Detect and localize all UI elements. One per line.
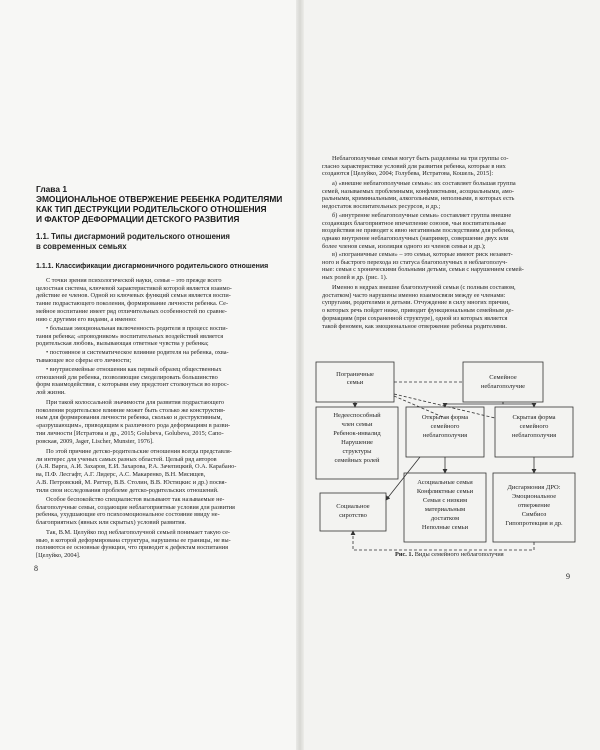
diagram-label: Эмоциональное bbox=[511, 493, 557, 500]
text-line: родительская любовь, вызывающая ответные чувства у ребенка; bbox=[36, 340, 209, 348]
diagram-label: семьи bbox=[346, 379, 364, 386]
diagram-label: Социальное bbox=[336, 503, 370, 510]
text-line: лой жизни. bbox=[36, 389, 66, 397]
text-line: А.В. Петровский, М. Раттер, В.В. Столин, В.В. Юстицкис и др.) посвя- bbox=[36, 478, 227, 486]
diagram-label: Гипопротекция и др. bbox=[505, 520, 563, 527]
text-line: ли интерес для ученых самых разных областей. Целый ряд авторов bbox=[36, 455, 217, 463]
chapter-line: КАК ТИП ДЕСТРУКЦИИ РОДИТЕЛЬСКОГО ОТНОШЕНИЯ bbox=[36, 204, 267, 214]
text-line: более членов семьи, изоляция одного из членов семьи и др.); bbox=[322, 242, 486, 250]
text-line: о которых речь пойдет ниже, приводит функциональным семейным де- bbox=[322, 307, 514, 315]
arrow-trouble-open bbox=[445, 402, 503, 407]
text-line: недостаток воспитательных ресурсов, и др.; bbox=[322, 203, 441, 211]
text-line: ные: семьи с хроническими больными детьми, семьи с нарушением семей- bbox=[322, 266, 524, 274]
diagram-label: Неполные семьи bbox=[421, 524, 469, 531]
text-line: тили свои исследования проблеме детско-родительских отношений. bbox=[36, 486, 219, 494]
text-line: • постоянное и систематическое влияние родителя на ребенка, охва- bbox=[46, 349, 229, 356]
chapter-line: ЭМОЦИОНАЛЬНОЕ ОТВЕРЖЕНИЕ РЕБЕНКА РОДИТЕЛЯМИ bbox=[36, 194, 283, 204]
text-line: ральными, криминальными, алкогольными, неполными, в которых есть bbox=[322, 195, 515, 203]
text-line: действие ее членов. Одной из ключевых функций семьи является воспи- bbox=[36, 292, 231, 300]
text-line: полняются ее основные функции, что приводит к дефектам воспитания bbox=[36, 544, 229, 552]
text-line: в) «пограничные семьи» – это семьи, которые имеют риск незамет- bbox=[332, 251, 513, 258]
page-number-right: 9 bbox=[566, 572, 570, 581]
text-line: ных ролей и др. (рис. 1). bbox=[322, 274, 388, 282]
caption-label: Рис. 1. bbox=[395, 551, 414, 558]
section-line: в современных семьях bbox=[36, 241, 127, 251]
diagram-label: семейного bbox=[519, 423, 549, 430]
figure-caption bbox=[395, 551, 504, 558]
text-line: создаются [Целуйко, 2004; Голубева, Истратова, Кошель, 2015]: bbox=[322, 170, 494, 178]
text-line: форм взаимодействия, с которыми ему предстоит столкнуться во взрос- bbox=[36, 381, 229, 389]
diagram-label: Семейное bbox=[489, 374, 517, 381]
diagram-label: Асоциальные семьи bbox=[417, 479, 473, 486]
text-line: такой феномен, как эмоциональное отвержение ребенка родителями. bbox=[322, 322, 507, 330]
text-line: По этой причине детско-родительские отношения всегда представля- bbox=[46, 448, 232, 455]
text-line: • большая эмоциональная включенность родителя в процесс воспи- bbox=[46, 325, 228, 332]
text-line: тии личности [Истратова и др., 2015; Golubeva, Golubeva, 2015; Сапо- bbox=[36, 429, 224, 437]
arrow-trouble-hidden bbox=[503, 402, 534, 407]
text-line: создающих благоприятное впечатление союзов, чьи воспитательные bbox=[322, 219, 506, 227]
text-line: «разрушающим», приводящим к различного рода деформациям в разви- bbox=[36, 422, 231, 430]
text-line: ного и быстрого перехода из статуса благополучных в неблагополуч- bbox=[322, 258, 508, 266]
box-family-trouble bbox=[463, 362, 543, 402]
diagram-label: неблагополучия bbox=[422, 432, 468, 439]
page-number-left: 8 bbox=[34, 564, 38, 573]
text-line: целостная система, ключевой характеристикой которой является взаимо- bbox=[36, 284, 232, 292]
diagram-label: неблагополучия bbox=[511, 432, 557, 439]
text-line: а) «внешне неблагополучные семьи»: их составляет большая группа bbox=[332, 180, 516, 187]
text-line: ным для формирования личности ребенка, сколько и деструктивным, bbox=[36, 414, 223, 422]
diagram-label: неблагополучие bbox=[480, 383, 526, 390]
text-line: тания ребенка; «проводником» воспитательных воздействий является bbox=[36, 332, 224, 340]
text-line: Особое беспокойство специалистов вызывают так называемые не- bbox=[46, 496, 225, 503]
text-line: Неблагополучные семьи могут быть разделены на три группы со- bbox=[332, 155, 509, 162]
text-line: семей, называемых проблемными, конфликтными, асоциальными, амо- bbox=[322, 187, 514, 195]
text-line: тывающее все сферы его личности; bbox=[36, 356, 132, 364]
text-line: благополучные семьи, создающие неблагоприятные условия для развития bbox=[36, 503, 235, 511]
text-line: отношений для ребенка, позволяющие смоделировать большинство bbox=[36, 373, 218, 381]
diagram-label: Симбиоз bbox=[521, 511, 547, 518]
text-line: При такой колоссальной значимости для развития подрастающего bbox=[46, 399, 225, 406]
section-line: 1.1. Типы дисгармоний родительского отношения bbox=[36, 232, 230, 241]
diagram-label: семейных ролей bbox=[334, 457, 380, 464]
diagram-label: семейного bbox=[430, 423, 460, 430]
text-line: [Целуйко, 2004]. bbox=[36, 552, 81, 560]
diagram-label: член семьи bbox=[341, 421, 373, 428]
text-line: ва, П.Ф. Лесгафт, А.Г. Лидерс, А.С. Макаренко, В.Н. Мясищев, bbox=[36, 471, 206, 479]
text-line: достатком) часто нарушены именно взаимосвязи между ее членами: bbox=[322, 291, 506, 299]
arrow-return-dashed bbox=[353, 531, 534, 550]
diagram-label: Семьи с низким bbox=[422, 497, 468, 504]
chapter-line: Глава 1 bbox=[36, 184, 67, 194]
text-line: Так, В.М. Целуйко под неблагополучной семьей понимает такую се- bbox=[46, 529, 231, 536]
text-line: мейное воспитание имеет ряд отличительных особенностей по сравне- bbox=[36, 307, 227, 315]
diagram-label: Недееспособный bbox=[333, 412, 381, 419]
diagram-label: структуры bbox=[342, 448, 372, 455]
subsection-heading: 1.1.1. Классификации дисгармоничного родительского отношения bbox=[36, 263, 269, 270]
text-line: поколения родительское влияние может быть столько же конструктив- bbox=[36, 406, 226, 414]
diagram-label: Нарушение bbox=[341, 439, 373, 446]
diagram-label: Открытая форма bbox=[421, 414, 469, 421]
text-line: благоприятных (явных или скрытых) условий развития. bbox=[36, 519, 187, 527]
text-line: однако внутренне неблагополучных (например, совершение двух или bbox=[322, 235, 509, 243]
text-line: б) «внутренне неблагополучные семьи» составляет группа внешне bbox=[332, 212, 512, 219]
text-line: С точки зрения психологической науки, семья – это прежде всего bbox=[46, 277, 222, 284]
text-line: • внутрисемейные отношения как первый образец общественных bbox=[46, 366, 222, 373]
diagram-label: Дисгармония ДРО: bbox=[507, 484, 561, 491]
text-line: ровская, 2009, Jager, Lischer, Munster, 1976]. bbox=[36, 437, 154, 445]
text-line: Именно в недрах внешне благополучной семьи (с полным составом, bbox=[332, 284, 516, 291]
caption-text: Виды семейного неблагополучия bbox=[413, 551, 504, 558]
text-line: воздействия не приводят к явно негативным последствиям для ребенка, bbox=[322, 227, 515, 235]
diagram-label: Ребенок-инвалид bbox=[333, 430, 381, 437]
diagram-label: сиротство bbox=[339, 512, 367, 519]
diagram-label: отвержение bbox=[517, 502, 551, 509]
text-line: нию с другими его видами, а именно: bbox=[36, 315, 137, 323]
text-line: (А.Я. Варга, А.И. Захаров, Е.И. Захарова, Р.А. Зачепицкий, О.А. Карабано- bbox=[36, 463, 237, 471]
diagram-label: Конфликтные семьи bbox=[416, 488, 474, 495]
diagram-label: достатком bbox=[430, 515, 460, 522]
chapter-line: И ФАКТОР ДЕФОРМАЦИИ ДЕТСКОГО РАЗВИТИЯ bbox=[36, 214, 240, 224]
text-line: супругами, родителями и детьми. Отчуждение в силу многих причин, bbox=[322, 299, 510, 307]
text-line: ребенка, ухудшающие его психоэмоциональное состояние ввиду не- bbox=[36, 511, 220, 519]
text-line: гласно характеристике условий для развития ребенка, которые в них bbox=[322, 162, 506, 170]
diagram-label: Скрытая форма bbox=[512, 414, 556, 421]
text-line: тание подрастающего поколения, формирование личности ребенка. Се- bbox=[36, 300, 229, 308]
text-line: формациям (при сохраненной структуре), одной из которых является bbox=[322, 314, 508, 322]
diagram-label: материальным bbox=[424, 506, 466, 513]
text-line: мью, в которой деформирована структура, нарушены ее границы, не вы- bbox=[36, 536, 231, 544]
arrow-open-orphan bbox=[386, 457, 420, 500]
diagram-label: Пограничные bbox=[336, 371, 374, 378]
